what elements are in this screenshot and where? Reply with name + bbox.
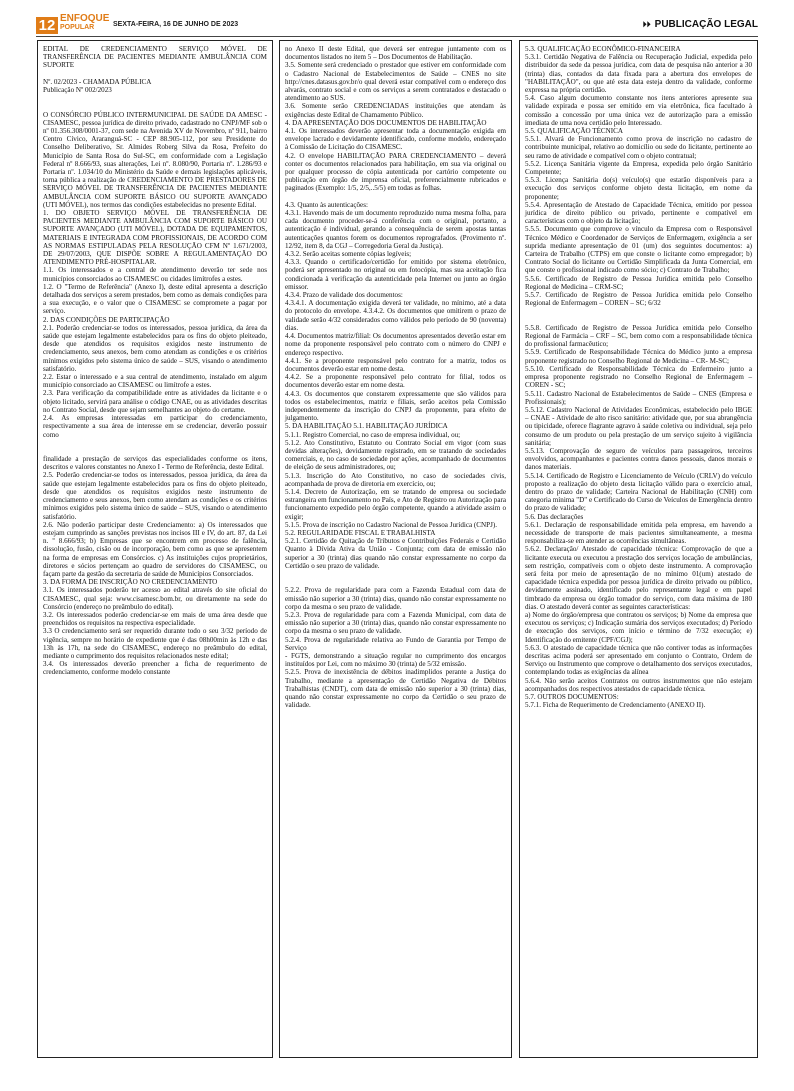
paragraph: 3.4. Os interessados deverão preencher a ficha de requerimento de credenciamento, conforme modelo constante: [43, 660, 267, 677]
paragraph: 4.3.3. Quando o certificado/certidão for emitido por sistema eletrônico, poderá ser apresentado no original ou em fotocópia, mas sua aceitação fica condicionada à verificação da autenticidade pela Internet ou junto ao órgão emissor.: [285, 258, 506, 291]
paragraph: no Anexo II deste Edital, que deverá ser entregue juntamente com os documentos listados no item 5 – Dos Documentos de Habilitação.: [285, 45, 506, 62]
paragraph: 5.7. OUTROS DOCUMENTOS:: [525, 693, 619, 702]
paragraph: 5.5.2. Licença Sanitária vigente da Empresa, expedida pelo órgão Sanitário Competente;: [525, 159, 752, 177]
paragraph: 2.5. Poderão credenciar-se todos os interessados, pessoa jurídica, da área da saúde que estejam legalmente estabelecidos para os fins do objeto pleiteado, desde que atendidos os requisitos exigidos neste instrumento de credenciamento e seus anexos, bem como atendam as condições e os critérios mínimos exigidos pelo sistema único de saúde – SUS, visando o atendimento satisfatório.: [43, 471, 267, 521]
paragraph: Publicação Nº 002/2023: [43, 86, 112, 94]
paragraph: 3.1. Os interessados poderão ter acesso ao edital através do site oficial do CISAMESC, qual seja: www.cisamesc.bom.br, ou diretamente na sede do Consórcio (endereço no preâmbulo do edital).: [43, 586, 267, 611]
paragraph: 5.3. QUALIFICAÇÃO ECONÔMICO-FINANCEIRA: [525, 45, 681, 53]
paragraph-spacer: [43, 102, 267, 110]
paragraph: 3.5. Somente será credenciado o prestador que estiver em conformidade com o Cadastro Nacional de Estabelecimentos de Saúde – CNES no site http://cnes.datasus.gov.br/o qual deverá estar compatível com o endereço dos alvarás, contrato social e com os serviços a serem contratados e destacado o atendimento ao SUS.: [285, 61, 506, 103]
paragraph: 5.5.7. Certificado de Registro de Pessoa Jurídica emitida pelo Conselho Regional de Enfermagem – COREN – SC; 6/32: [525, 291, 752, 308]
issue-date: SEXTA-FEIRA, 16 DE JUNHO DE 2023: [113, 21, 239, 28]
paragraph: 4.4.1. Se a proponente responsável pelo contrato for a matriz, todos os documentos deverão estar em nome desta.: [285, 356, 506, 373]
paragraph: 5.2.1. Certidão de Quitação de Tributos e Contribuições Federais e Certidão Quanto à Dívida Ativa da União - Conjunta; com data de emissão não superior a 30 (trinta) dias quando não constar expressamente no corpo da Certidão o seu prazo de validade.: [285, 537, 506, 570]
paragraph: 5.5.10. Certificado de Responsabilidade Técnica do Enfermeiro junto a empresa proponente registrado no Conselho Regional de Enfermagem – COREN - SC;: [525, 364, 752, 390]
paragraph: 5.5.4. Apresentação de Atestado de Capacidade Técnica, emitido por pessoa jurídica de direito público ou privado, pertinente e compatível em características com o objeto da licitação;: [525, 200, 752, 226]
paragraph: 5.6. Das declarações: [525, 512, 584, 521]
paragraph: a) Nome do órgão/empresa que contratou os serviços; b) Nome da empresa que executou os serviços; c) Indicação sumária dos serviços executados; d) Período de execução dos serviços, com início e término de 7/32 execução; e) Identificação do emitente (CPF/CGJ);: [525, 610, 752, 644]
paragraph: 4.3. Quanto às autenticações:: [285, 200, 368, 209]
paragraph: 4.1. Os interessados deverão apresentar toda a documentação exigida em envelope lacrado e devidamente identificado, conforme modelo, endereçado à Comissão de Licitação do CISAMESC.: [285, 127, 506, 152]
paragraph: 5.2.3. Prova de regularidade para com a Fazenda Municipal, com data de emissão não superior a 30 (trinta) dias, quando não constar expressamente no corpo da mesma o seu prazo de validade.: [285, 610, 506, 636]
paragraph: 5.5.1. Alvará de Funcionamento como prova de inscrição no cadastro de contribuinte municipal, relativo ao domicílio ou sede do licitante, pertinente ao seu ramo de atividade e compatível com o objeto contratual;: [525, 135, 752, 160]
paragraph: 5.6.2. Declaração/ Atestado de capacidade técnica: Comprovação de que a licitante executa ou executou a prestação dos serviços locação de ambulâncias, sem restrição, compatíveis com o objeto deste instrumento. A comprovação será feita por meio de apresentação de no mínimo 01(um) atestado de capacidade técnica expedida por pessoa jurídica de direito privado ou público, devidamente assinado, identificado pelo representante legal e em papel timbrado da empresa ou órgão tomador do serviço, com data máxima de 180 dias. O atestado deverá conter as seguintes características:: [525, 545, 752, 611]
paragraph: Nº. 02/2023 - CHAMADA PÚBLICA: [43, 77, 152, 86]
paragraph: - FGTS, demonstrando a situação regular no cumprimento dos encargos instituídos por Lei, com no máximo 30 (trinta) de 5/32 emissão.: [285, 651, 506, 669]
paragraph-spacer: [43, 70, 267, 78]
paragraph: 2.4. As empresas interessadas em participar do credenciamento, respectivamente a sua área de interesse em se credenciar, deverão possuir como: [43, 414, 267, 439]
paragraph: 5.1.3. Inscrição do Ato Constitutivo, no caso de sociedades civis, acompanhada de prova de diretoria em exercício, ou;: [285, 471, 506, 488]
text-column-3: [519, 40, 758, 1058]
paragraph: 1. DO OBJETO SERVIÇO MÓVEL DE TRANSFERÊNCIA DE PACIENTES MEDIANTE AMBULÂNCIA COM SUPORTE BÁSICO OU SUPORTE AVANÇADO (UTI MÓVEL), DOTADA DE EQUIPAMENTOS, MATERIAIS E INTEGRADA COM PROFISSIONAIS, DE ACORDO COM AS NORMAS ESTIPULADAS PELA RESOLUÇÃO CFM Nº 1.671/2003, DE 29/07/2003, QUE DISPÕE SOBRE A REGULAMENTAÇÃO DO ATENDIMENTO PRÉ-HOSPITALAR.: [43, 209, 267, 267]
paragraph: 5.6.3. O atestado de capacidade técnica que não contiver todas as informações descritas acima poderá ser apresentado em conjunto o Contrato, Ordem de Serviço ou Instrumento que comprove o detalhamento dos serviços executados, contemplando todas as exigências da alínea: [525, 643, 752, 677]
paragraph-spacer: [43, 447, 267, 455]
paragraph: 3. DA FORMA DE INSCRIÇÃO NO CREDENCIAMENTO: [43, 578, 218, 587]
newspaper-logo: [60, 14, 109, 32]
paragraph: 4.3.1. Havendo mais de um documento reproduzido numa mesma folha, para cada documento proceder-se-á conferência com o original, portanto, a autenticação é individual, gerando a consequência de serem apostas tantas autenticações quantos forem os documentos reprografados. (Provimento nº. 12/92, item 8, da CGJ – Corregedoria Geral da Justiça).: [285, 209, 506, 250]
paragraph: finalidade a prestação de serviços das especialidades conforme os itens, descritos e valores constantes no Anexo I - Termo de Referência, deste Edital.: [43, 455, 267, 472]
paragraph: 5.4. Caso algum documento constante nos itens anteriores apresente sua validade expirada e possa ser emitido em via eletrônica, fica facultado à comissão a concessão por uma única vez de autorização para a emissão imediata de uma nova certidão pelo Interessado.: [525, 94, 752, 127]
paragraph: 5.3.1. Certidão Negativa de Falência ou Recuperação Judicial, expedida pelo distribuidor da sede da pessoa jurídica, com data de pesquisa não anterior a 30 (trinta) dias, contados da data fixada para a abertura dos envelopes de "HABILITAÇÃO", ou que até esta data esteja dentro da validade, conforme expressa na própria certidão.: [525, 53, 752, 95]
double-arrow-icon: ⏵⏵: [642, 20, 651, 29]
paragraph: 3.2. Os interessados poderão credenciar-se em mais de uma área desde que preenchidos os requisitos na respectiva especialidade.: [43, 610, 267, 628]
paragraph: 2.3. Para verificação da compatibilidade entre as atividades da licitante e o objeto licitado, servirá para análise o código CNAE, ou as atividades descritas no Contrato Social, desde que sejam semelhantes ao objeto do certame.: [43, 389, 267, 414]
paragraph-spacer: [285, 578, 506, 586]
paragraph: 5.7.1. Ficha de Requerimento de Credenciamento (ANEXO II).: [525, 701, 706, 710]
paragraph: 5.2. REGULARIDADE FISCAL E TRABALHISTA: [285, 528, 436, 537]
paragraph-spacer: [525, 308, 752, 316]
paragraph: 3.3 O credenciamento será ser requerido durante todo o seu 3/32 período de vigência, sempre no horário de expediente que é das 08h00min às 12h e das 13h às 17h, na sede do CISAMESC, endereço no preâmbulo do edital, mediante o cumprimento dos requisitos relacionados neste edital;: [43, 627, 267, 660]
paragraph: 5. DA HABILITAÇÃO 5.1. HABILITAÇÃO JURÍDICA: [285, 422, 448, 431]
paragraph: 4.4.3. Os documentos que constarem expressamente que são válidos para todos os estabelecimentos, matriz e filiais, serão aceitos pela Comissão independentemente da inscrição do CNPJ da proponente, para efeito de julgamento.: [285, 389, 506, 423]
paragraph: 5.2.5. Prova de inexistência de débitos inadimplidos perante a Justiça do Trabalho, mediante a apresentação de Certidão Negativa de Débitos Trabalhistas (CNDT), com data de emissão não superior a 30 (trinta) dias, quando não constar expressamente no corpo da Certidão o seu prazo de validade.: [285, 668, 506, 710]
paragraph-spacer: [285, 193, 506, 201]
paragraph: 4. DA APRESENTAÇÃO DOS DOCUMENTOS DE HABILITAÇÃO: [285, 118, 487, 127]
paragraph: 5.5.14. Certificado de Registro e Licenciamento de Veículo (CRLV) do veículo proposto a realização do objeto desta licitação válido para o exercício atual, dentro do prazo de validade; Carteira Nacional de Habilitação (CNH) com categoria mínima "D" e Certificado do Curso de Veículos de Emergência dentro do prazo de validade;: [525, 471, 752, 513]
paragraph: 5.1.4. Decreto de Autorização, em se tratando de empresa ou sociedade estrangeira em funcionamento no País, e Ato de Registro ou Autorização para funcionamento expedido pelo órgão competente, quando a atividade assim o exigir;: [285, 487, 506, 521]
paragraph: 2. DAS CONDIÇÕES DE PARTICIPAÇÃO: [43, 315, 170, 324]
page-header: [0, 0, 794, 40]
paragraph: 5.2.2. Prova de regularidade para com a Fazenda Estadual com data de emissão não superior a 30 (trinta) dias, quando não constar expressamente no corpo da mesma o seu prazo de validade.: [285, 586, 506, 611]
paragraph-spacer: [525, 316, 752, 324]
paragraph: 5.1.5. Prova de inscrição no Cadastro Nacional de Pessoa Jurídica (CNPJ).: [285, 520, 497, 529]
paragraph: 4.3.2. Serão aceitas somente cópias legíveis;: [285, 250, 412, 259]
paragraph: 5.1.1. Registro Comercial, no caso de empresa individual, ou;: [285, 430, 461, 439]
page-number: 12: [36, 17, 58, 34]
paragraph: 5.2.4. Prova de regularidade relativa ao Fundo de Garantia por Tempo de Serviço: [285, 635, 506, 652]
paragraph: 4.4. Documentos matriz/filial: Os documentos apresentados deverão estar em nome da proponente responsável pelo contrato com o número do CNPJ e endereço respectivo.: [285, 332, 506, 357]
paragraph: 2.1. Poderão credenciar-se todos os interessados, pessoa jurídica, da área da saúde que estejam legalmente estabelecidos para os fins do objeto pleiteado, desde que atendidos os requisitos exigidos neste instrumento de credenciamento, seus anexos, bem como atendam as condições e os critérios mínimos exigidos pelo sistema único de saúde – SUS, visando o atendimento satisfatório.: [43, 323, 267, 373]
paragraph: 4.4.2. Se a proponente responsável pelo contrato for filial, todos os documentos deverão estar em nome desta.: [285, 373, 506, 390]
paragraph: 4.3.4. Prazo de validade dos documentos:: [285, 291, 403, 300]
paragraph-spacer: [43, 94, 267, 102]
paragraph: 2.6. Não poderão participar deste Credenciamento: a) Os interessados que estejam cumprindo as sanções previstas nos incisos III e IV, do art. 87, da Lei n. º 8.666/93; b) Empresas que se encontrem em processo de falência, dissolução, fusão, cisão ou de incorporação, bem como as que se apresentem na forma de empresas em Consórcios. c) As instituições cujos proprietários, diretores e sócios pertençam ao quadro de servidores do CISAMESC, ou façam parte da gestão da secretaria de saúde de Municípios Consorciados.: [43, 520, 267, 578]
paragraph: 5.5.9. Certificado de Responsabilidade Técnica do Médico junto a empresa proponente registrado no Conselho Regional de Medicina – CR- M-SC;: [525, 348, 752, 365]
paragraph: 5.5.11. Cadastro Nacional de Estabelecimentos de Saúde – CNES (Empresa e Profissionais);: [525, 389, 752, 406]
text-column-1: [37, 40, 273, 1058]
paragraph: 4.2. O envelope HABILITAÇÃO PARA CREDENCIAMENTO – deverá conter os documentos relacionados para habilitação, em sua via original ou por qualquer processo de cópia autenticada por cartório competente ou publicação em órgão de imprensa oficial, preferencialmente rubricados e paginados (Exemplo: 1/5, 2/5,..5/5) em todas as folhas.: [285, 151, 506, 193]
paragraph: 5.5.8. Certificado de Registro de Pessoa Jurídica emitida pelo Conselho Regional de Farmácia – CRF – SC, bem como com a responsabilidade técnica do profissional farmacêutico;: [525, 323, 752, 349]
paragraph: 1.2. O "Termo de Referência" (Anexo I), deste edital apresenta a descrição detalhada dos serviços a serem prestados, bem como as demais condições para a sua execução, e o valor que o CISAMESC se compromete a pagar por serviço.: [43, 282, 267, 316]
paragraph-spacer: [285, 570, 506, 578]
paragraph: 5.5.6. Certificado de Registro de Pessoa Jurídica emitida pelo Conselho Regional de Medicina – CRM-SC;: [525, 274, 752, 291]
paragraph: 1.1. Os interessados e a central de atendimento deverão ter sede nos municípios consorciados ao CISAMESC ou cidades limítrofes a estes.: [43, 266, 267, 283]
paragraph: 3.6. Somente serão CREDENCIADAS instituições que atendam às exigências deste Edital de Chamamento Público.: [285, 102, 506, 119]
paragraph: 5.6.1. Declaração de responsabilidade emitida pela empresa, em havendo a necessidade de transporte de mais pacientes simultaneamente, a mesma responsabiliza-se em atender as ocorrências simultâneas.: [525, 520, 752, 546]
paragraph: 5.5.5. Documento que comprove o vínculo da Empresa com o Responsável Técnico Médico e Coordenador de Serviços de Enfermagem, exigência a ser suprida mediante apresentação de 01 (um) dos seguintes documentos: a) Carteira de Trabalho (CTPS) em que conste o licitante como empregador; b) Contrato Social do licitante ou Certidão Simplificada da Junta Comercial, em que conste o profissional indicado como sócio; c) Contrato de Trabalho;: [525, 225, 752, 275]
paragraph: 5.5. QUALIFICAÇÃO TÉCNICA: [525, 127, 623, 136]
brand-line-2: POPULAR: [60, 24, 95, 31]
paragraph: 4.3.4.1. A documentação exigida deverá ter validade, no mínimo, até a data do protocolo do envelope. 4.3.4.2. Os documentos que omitirem o prazo de validade serão 4/32 considerados como válidos pelo período de 90 (noventa) dias.: [285, 299, 506, 332]
paragraph: 5.5.12. Cadastro Nacional de Atividades Econômicas, estabelecido pelo IBGE – CNAE - Atividade de alto risco sanitário: atividade que, por sua abrangência ou tipicidade, oferece flagrante agravo à saúde coletiva ou individual, seja pelo consumo de um produto ou pela prestação de um serviço sujeito à vigilância sanitária;: [525, 405, 752, 447]
paragraph: 2.2. Estar o interessado e a sua central de atendimento, instalado em algum município consorciado ao CISAMESC ou limítrofe a estes.: [43, 373, 267, 390]
section-label: PUBLICAÇÃO LEGAL: [654, 19, 758, 30]
section-title: [643, 19, 758, 30]
paragraph: 5.6.4. Não serão aceitos Contratos ou outros instrumentos que não estejam acompanhados dos respectivos atestados de capacidade técnica.: [525, 676, 752, 693]
paragraph: EDITAL DE CREDENCIAMENTO SERVIÇO MÓVEL DE TRANSFERÊNCIA DE PACIENTES MEDIANTE AMBULÂNCIA COM SUPORTE: [43, 45, 267, 70]
text-column-2: [279, 40, 512, 1058]
header-rule: [36, 36, 758, 37]
paragraph: 5.5.13. Comprovação de seguro de veículos para passageiros, terceiros envolvidos, acompanhantes e pacientes contra danos pessoais, danos morais e danos materiais.: [525, 446, 752, 472]
paragraph: 5.5.3. Licença Sanitária do(s) veículo(s) que estarão disponíveis para a execução dos serviços conforme objeto desta licitação, em nome da proponente;: [525, 176, 752, 201]
paragraph: O CONSÓRCIO PÚBLICO INTERMUNICIPAL DE SAÚDE DA AMESC - CISAMESC, pessoa jurídica de direito privado, cadastrado no CNPJ/MF sob o nº 01.356.308/0001-37, com sede na Avenida XV de Novembro, nº 911, bairro Centro Cívico, Araranguá-SC - CEP 88.905-112, por seu Presidente do Conselho Deliberativo, Sr. Almides Roberg Silva da Rosa, Prefeito do Município de Santa Rosa do Sul-SC, em conformidade com a Legislação Federal nº 8.666/93, suas alterações, Lei nº. 8.080/90, Portaria nº. 1.286/93 e Portaria nº. 1.034/10 do Ministério da Saúde e demais legislações aplicáveis, torna pública a realização de CREDENCIAMENTO DE PRESTADORES DE SERVIÇO MÓVEL DE TRANSFERÊNCIA DE PACIENTES MEDIANTE AMBULÂNCIA COM SUPORTE BÁSICO OU SUPORTE AVANÇADO (UTI MÓVEL), nos termos das condições estabelecidas no presente Edital.: [43, 110, 267, 209]
brand-line-1: ENFOQUE: [60, 13, 110, 24]
paragraph: 5.1.2. Ato Constitutivo, Estatuto ou Contrato Social em vigor (com suas devidas alterações), devidamente registrado, em se tratando de sociedades comerciais, e, no caso de sociedade por ações, acompanhado de documentos de eleição de seus administradores, ou;: [285, 438, 506, 472]
paragraph-spacer: [43, 439, 267, 447]
